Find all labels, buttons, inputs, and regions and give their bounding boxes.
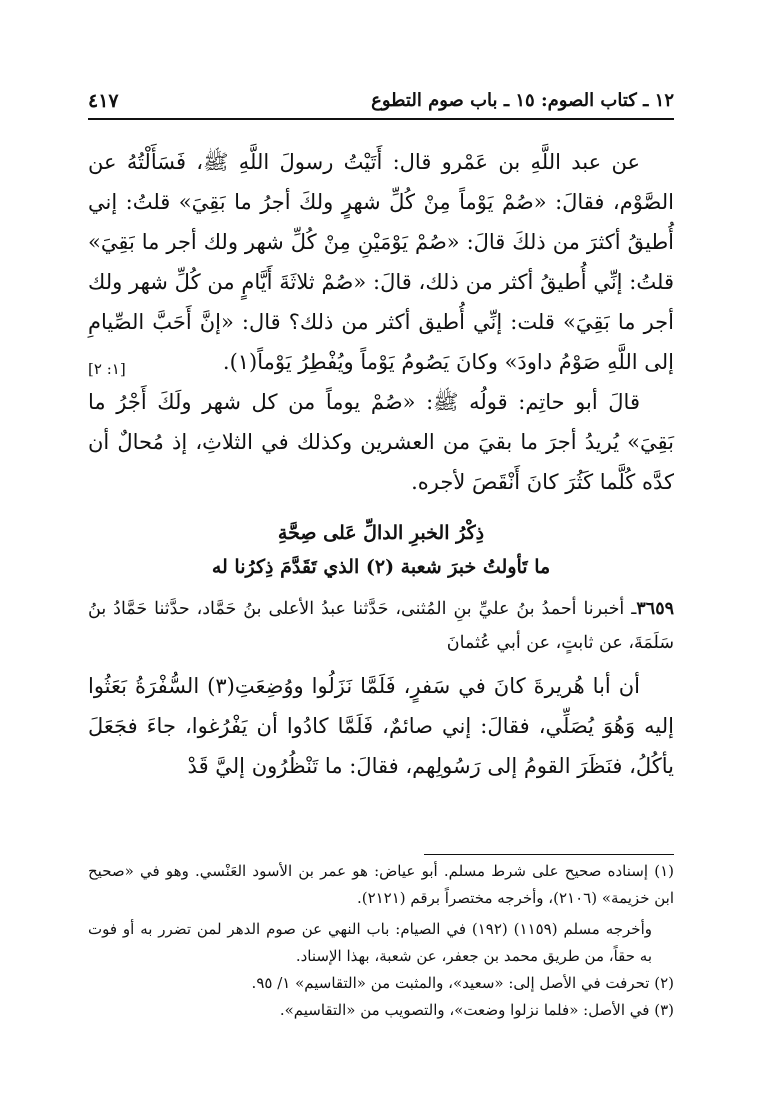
footnote-divider — [424, 854, 674, 855]
hadith-isnad — [88, 592, 674, 660]
footnote-1-continuation: وأخرجه مسلم (١١٥٩) (١٩٢) في الصيام: باب النهي عن صوم الدهر لمن تضرر به أو فوت به حقاً، من طريق محمد بن جعفر، عن شعبة، بهذا الإسناد. — [88, 920, 652, 965]
hadith-paragraph-block — [88, 142, 674, 382]
hadith-reference: [١: ٢] — [88, 360, 126, 378]
footnotes — [88, 858, 674, 1024]
hadith-matn: أن أبا هُريرةَ كانَ في سَفرٍ، فَلَمَّا نَزَلُوا ووُضِعَتِ(٣) السُّفْرَةُ بَعَثُوا إليه وَهُوَ يُصَلِّي، فقالَ: إني صائمٌ، فَلَمَّا كادُوا أن يَفْرُغوا، جاءَ فجَعَلَ يأكُلُ، فنَظَرَ القومُ إلى رَسُولِهم، فقالَ: ما تَنْظُرُون إليَّ قَدْ — [88, 674, 674, 778]
main-text — [88, 142, 674, 786]
footnote-2: (٢) تحرفت في الأصل إلى: «سعيد»، والمثبت من «التقاسيم» ١/ ٩٥. — [251, 974, 674, 992]
hadith-number: ٣٦٥٩ — [636, 599, 674, 619]
hadith-isnad-text: ـ أخبرنا أحمدُ بنُ عليِّ بنِ المُثنى، حَدَّثنا عبدُ الأعلى بنُ حَمَّاد، حدَّثنا حَمَّادُ بنُ سَلَمَةَ، عن ثابتٍ، عن أبي عُثمانَ — [88, 599, 674, 653]
running-header — [88, 88, 674, 120]
hadith-paragraph: عن عبد اللَّهِ بن عَمْرو قال: أَتَيْتُ رسولَ اللَّهِ ﷺ، فَسَأَلْتُهُ عن الصَّوْم، فقالَ: «صُمْ يَوْماً مِنْ كُلِّ شهرٍ ولكَ أجرُ ما بَقِيَ» قلتُ: إني أُطيقُ أكثرَ من ذلكَ قالَ: «صُمْ يَوْمَيْنِ مِنْ كُلِّ شهر ولك أجر ما بَقِيَ» قلتُ: إنِّي أُطيقُ أكثر من ذلك، قالَ: «صُمْ ثلاثَةَ أَيَّامٍ من كُلِّ شهر ولك أجر ما بَقِيَ» قلت: إنِّي أُطيق أكثر من ذلك؟ قال: «إنَّ أَحَبَّ الصِّيامِ إلى اللَّهِ صَوْمُ داودَ» وكانَ يَصُومُ يَوْماً ويُفْطِرُ يَوْماً(١). — [88, 150, 674, 374]
section-heading-line-2: ما تَأولتُ خبرَ شعبة (٢) الذي تَقَدَّمَ ذِكرُنا له — [211, 556, 551, 578]
commentary-paragraph: قالَ أبو حاتِم: قولُه ﷺ: «صُمْ يوماً من كل شهر ولَكَ أَجْرُ ما بَقِيَ» يُريدُ أجرَ ما بقيَ من العشرين وكذلك في الثلاثِ، إذ مُحالٌ أن كدَّه كُلَّما كَثُرَ كانَ أَنْقَصَ لأجره. — [88, 390, 674, 494]
section-heading — [88, 516, 674, 584]
footnote-1: (١) إسناده صحيح على شرط مسلم. أبو عياض: هو عمر بن الأسود العَنْسي. وهو في «صحيح ابن خزيمة» (٢١٠٦)، وأخرجه مختصراً برقم (٢١٢١). — [88, 862, 674, 907]
section-heading-line-1: ذِكْرُ الخبرِ الدالِّ عَلى صِحَّةِ — [277, 522, 485, 544]
chapter-title: ١٢ ـ كتاب الصوم: ١٥ ـ باب صوم التطوع — [371, 90, 674, 111]
footnote-3: (٣) في الأصل: «فلما نزلوا وضعت»، والتصويب من «التقاسيم». — [279, 1001, 674, 1019]
page-number: ٤١٧ — [88, 90, 119, 112]
